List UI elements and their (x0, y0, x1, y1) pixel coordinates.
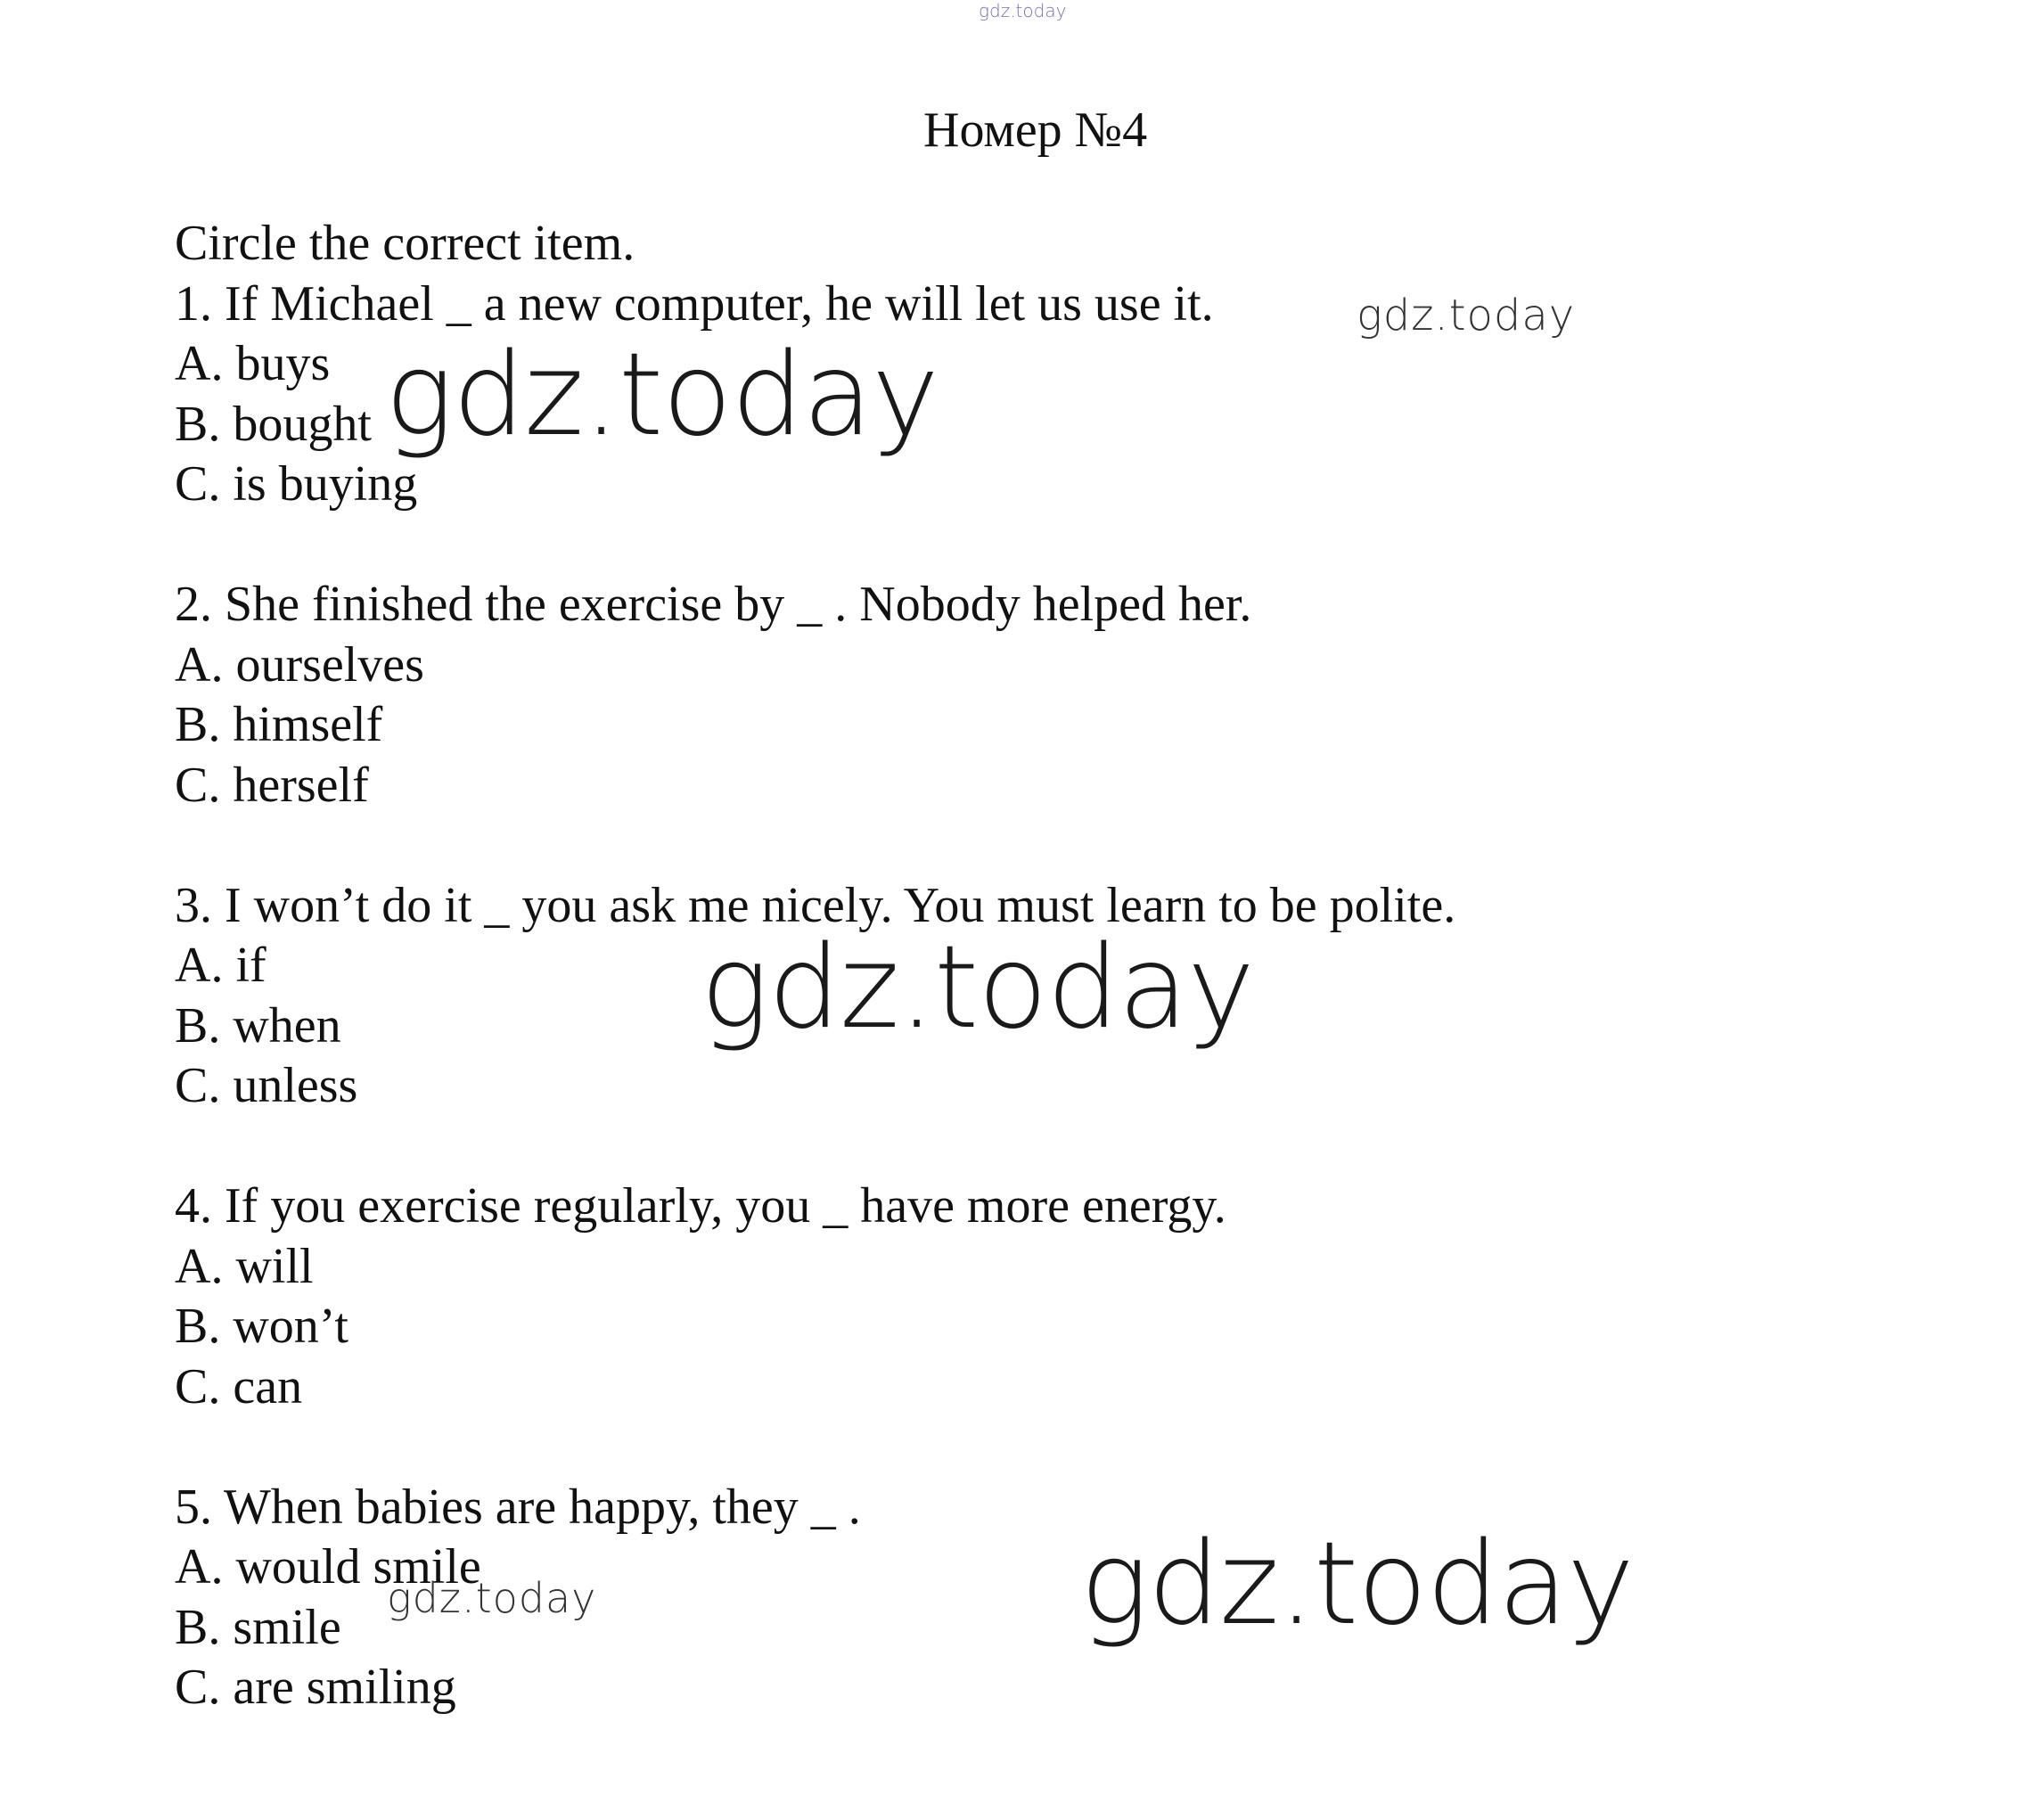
question-4 (175, 1176, 1455, 1417)
page-title: Номер №4 (923, 102, 1148, 158)
watermark-large-3: gdz.today (1080, 1518, 1634, 1651)
option-a: A. ourselves (175, 636, 424, 693)
option-c: C. unless (175, 1058, 358, 1113)
question-text: 2. She finished the exercise by _ . Nobody helped her. (175, 577, 1252, 632)
option-b: B. won’t (175, 1299, 348, 1354)
question-text: 1. If Michael _ a new computer, he will let us use it. (175, 275, 1214, 332)
option-c: C. can (175, 1358, 303, 1414)
option-b: B. himself (175, 697, 383, 752)
instruction: Circle the correct item. (175, 216, 635, 271)
option-c: C. are smiling (175, 1660, 456, 1715)
option-a: A. if (175, 938, 266, 993)
option-b: B. when (175, 997, 341, 1053)
question-text: 3. I won’t do it _ you ask me nicely. You must learn to be polite. (175, 877, 1456, 933)
option-c: C. herself (175, 757, 369, 813)
question-2 (175, 575, 1455, 816)
watermark-large-2: gdz.today (701, 922, 1254, 1054)
option-b: B. smile (175, 1599, 341, 1655)
watermark-large-1: gdz.today (385, 329, 939, 462)
option-a: A. will (175, 1238, 314, 1294)
watermark-top: gdz.today (979, 0, 1067, 21)
question-text: 4. If you exercise regularly, you _ have more energy. (175, 1178, 1226, 1234)
watermark-small-right: gdz.today (1357, 291, 1576, 340)
question-text: 5. When babies are happy, they _ . (175, 1479, 861, 1535)
option-c: C. is buying (175, 456, 418, 512)
option-a: A. buys (175, 336, 331, 391)
option-a: A. would smile (175, 1539, 481, 1595)
watermark-small-bottom: gdz.today (387, 1574, 597, 1622)
option-b: B. bought (175, 396, 372, 452)
